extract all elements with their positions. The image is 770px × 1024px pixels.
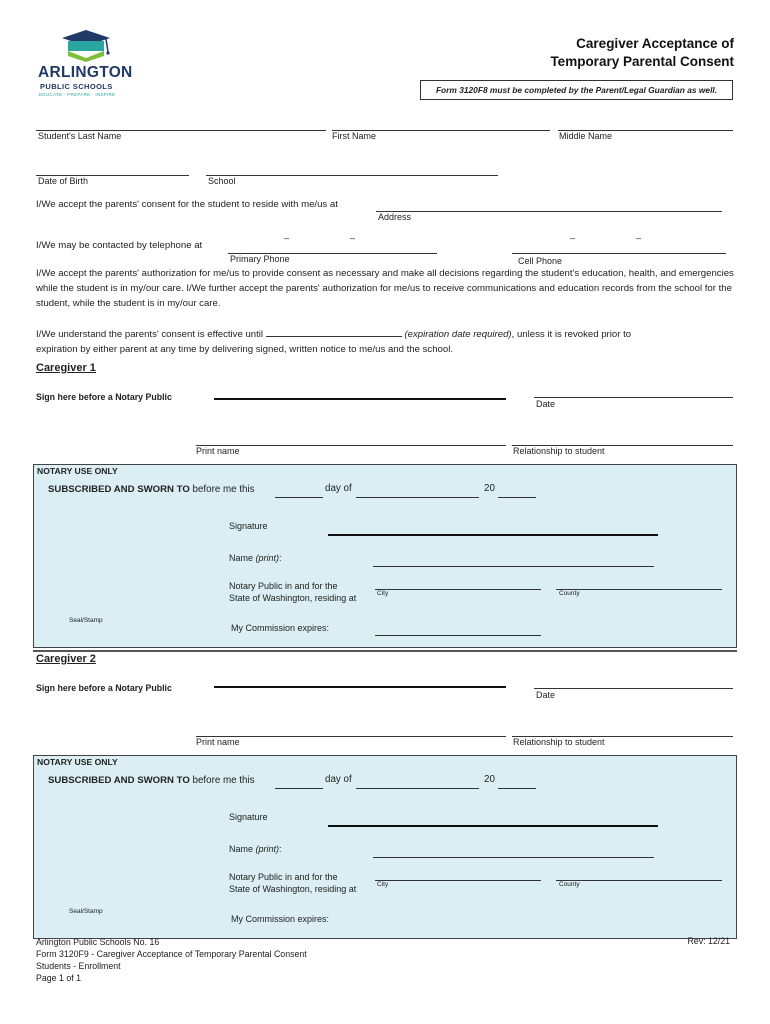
county-label-2: County <box>559 881 580 888</box>
year-prefix-2: 20 <box>484 774 495 785</box>
caregiver-2-print-name-label: Print name <box>196 737 240 747</box>
day-of-1: day of <box>325 483 352 494</box>
middle-name-label: Middle Name <box>559 131 613 141</box>
notary-signature-line-2[interactable] <box>328 825 658 827</box>
graduation-cap-icon <box>36 28 136 68</box>
title-line-1: Caregiver Acceptance of <box>576 36 734 51</box>
reside-text: I/We accept the parents' consent for the student to reside with me/us at <box>36 199 338 210</box>
understand-a: I/We understand the parents' consent is effective until <box>36 329 264 340</box>
notary-heading-2: NOTARY USE ONLY <box>37 757 118 767</box>
last-name-label: Student's Last Name <box>38 131 122 141</box>
phone-dash-2: _ <box>350 229 356 239</box>
caregiver-1-heading: Caregiver 1 <box>36 362 96 374</box>
sworn-bold-2: SUBSCRIBED AND SWORN TO <box>48 775 190 786</box>
caregiver-1-relationship-label: Relationship to student <box>513 446 605 456</box>
understand-c: , unless it is revoked prior to <box>511 329 632 340</box>
notary-signature-line-1[interactable] <box>328 534 658 536</box>
dob-label: Date of Birth <box>38 176 89 186</box>
contact-text: I/We may be contacted by telephone at <box>36 240 203 251</box>
caregiver-1-print-name-label: Print name <box>196 446 240 456</box>
footer-line-1: Arlington Public Schools No. 16 <box>36 937 160 947</box>
form-title <box>550 35 734 71</box>
cell-phone-label: Cell Phone <box>518 256 563 266</box>
notary-residing-label-2: Notary Public in and for the State of Washington, residing at <box>229 872 357 894</box>
logo-tagline: EDUCATE · PREPARE · INSPIRE <box>39 92 116 97</box>
notary-signature-label-2: Signature <box>229 812 268 822</box>
caregiver-2-date-label: Date <box>536 690 556 700</box>
before-me-1: before me this <box>189 484 255 495</box>
phone-dash-4: _ <box>636 229 642 239</box>
commission-label-1: My Commission expires: <box>231 623 330 633</box>
school-label: School <box>208 176 236 186</box>
footer-line-4: Page 1 of 1 <box>36 973 81 983</box>
authorization-paragraph: I/We accept the parents' authorization for me/us to provide consent as necessary and make all decisions regarding the student's education, health, and emergencies while the student is in my/our care. I/We further accept the parents' authorization for me/us to receive communications and education records from the school for the student, while the student is in my/our care. <box>36 268 734 309</box>
arlington-logo <box>36 28 136 100</box>
notary-signature-label-1: Signature <box>229 521 268 531</box>
before-me-2: before me this <box>189 775 255 786</box>
footer-line-3: Students - Enrollment <box>36 961 121 971</box>
caregiver-2-relationship-label: Relationship to student <box>513 737 605 747</box>
footer-line-2: Form 3120F9 - Caregiver Acceptance of Temporary Parental Consent <box>36 949 307 959</box>
logo-name: ARLINGTON <box>38 64 133 81</box>
understand-d: expiration by either parent at any time by delivering signed, written notice to me/us and the school. <box>36 344 454 355</box>
day-of-2: day of <box>325 774 352 785</box>
form-notice: Form 3120F8 must be completed by the Parent/Legal Guardian as well. <box>420 80 733 100</box>
phone-dash-3: _ <box>570 229 576 239</box>
notary-heading-1: NOTARY USE ONLY <box>37 466 118 476</box>
address-label: Address <box>378 212 412 222</box>
caregiver-2-signature-line[interactable] <box>214 686 506 688</box>
revision: Rev: 12/21 <box>687 936 730 946</box>
caregiver-1-signature-line[interactable] <box>214 398 506 400</box>
understand-paragraph <box>36 326 736 357</box>
sworn-statement-1 <box>48 484 255 495</box>
logo-sub: PUBLIC SCHOOLS <box>40 82 113 91</box>
notary-box-2 <box>33 755 737 939</box>
understand-b: (expiration date required) <box>404 329 512 340</box>
commission-label-2: My Commission expires: <box>231 914 330 924</box>
sworn-bold-1: SUBSCRIBED AND SWORN TO <box>48 484 190 495</box>
caregiver-2-heading: Caregiver 2 <box>36 653 96 665</box>
caregiver-2-sign-here: Sign here before a Notary Public <box>36 683 172 693</box>
city-label-1: City <box>377 590 389 597</box>
notary-name-label-1: Name (print): <box>229 553 282 563</box>
footer <box>36 936 307 984</box>
caregiver-1-sign-here: Sign here before a Notary Public <box>36 392 172 402</box>
seal-stamp-label-1: Seal/Stamp <box>69 617 103 624</box>
city-label-2: City <box>377 881 389 888</box>
first-name-label: First Name <box>332 131 377 141</box>
title-line-2: Temporary Parental Consent <box>550 54 734 69</box>
sworn-statement-2 <box>48 775 255 786</box>
county-label-1: County <box>559 590 580 597</box>
seal-stamp-label-2: Seal/Stamp <box>69 908 103 915</box>
notary-box-1 <box>33 464 737 648</box>
caregiver-1-date-label: Date <box>536 399 556 409</box>
notary-name-label-2: Name (print): <box>229 844 282 854</box>
phone-dash-1: _ <box>284 229 290 239</box>
year-prefix-1: 20 <box>484 483 495 494</box>
notary-residing-label-1: Notary Public in and for the State of Washington, residing at <box>229 581 357 603</box>
primary-phone-label: Primary Phone <box>230 254 290 264</box>
